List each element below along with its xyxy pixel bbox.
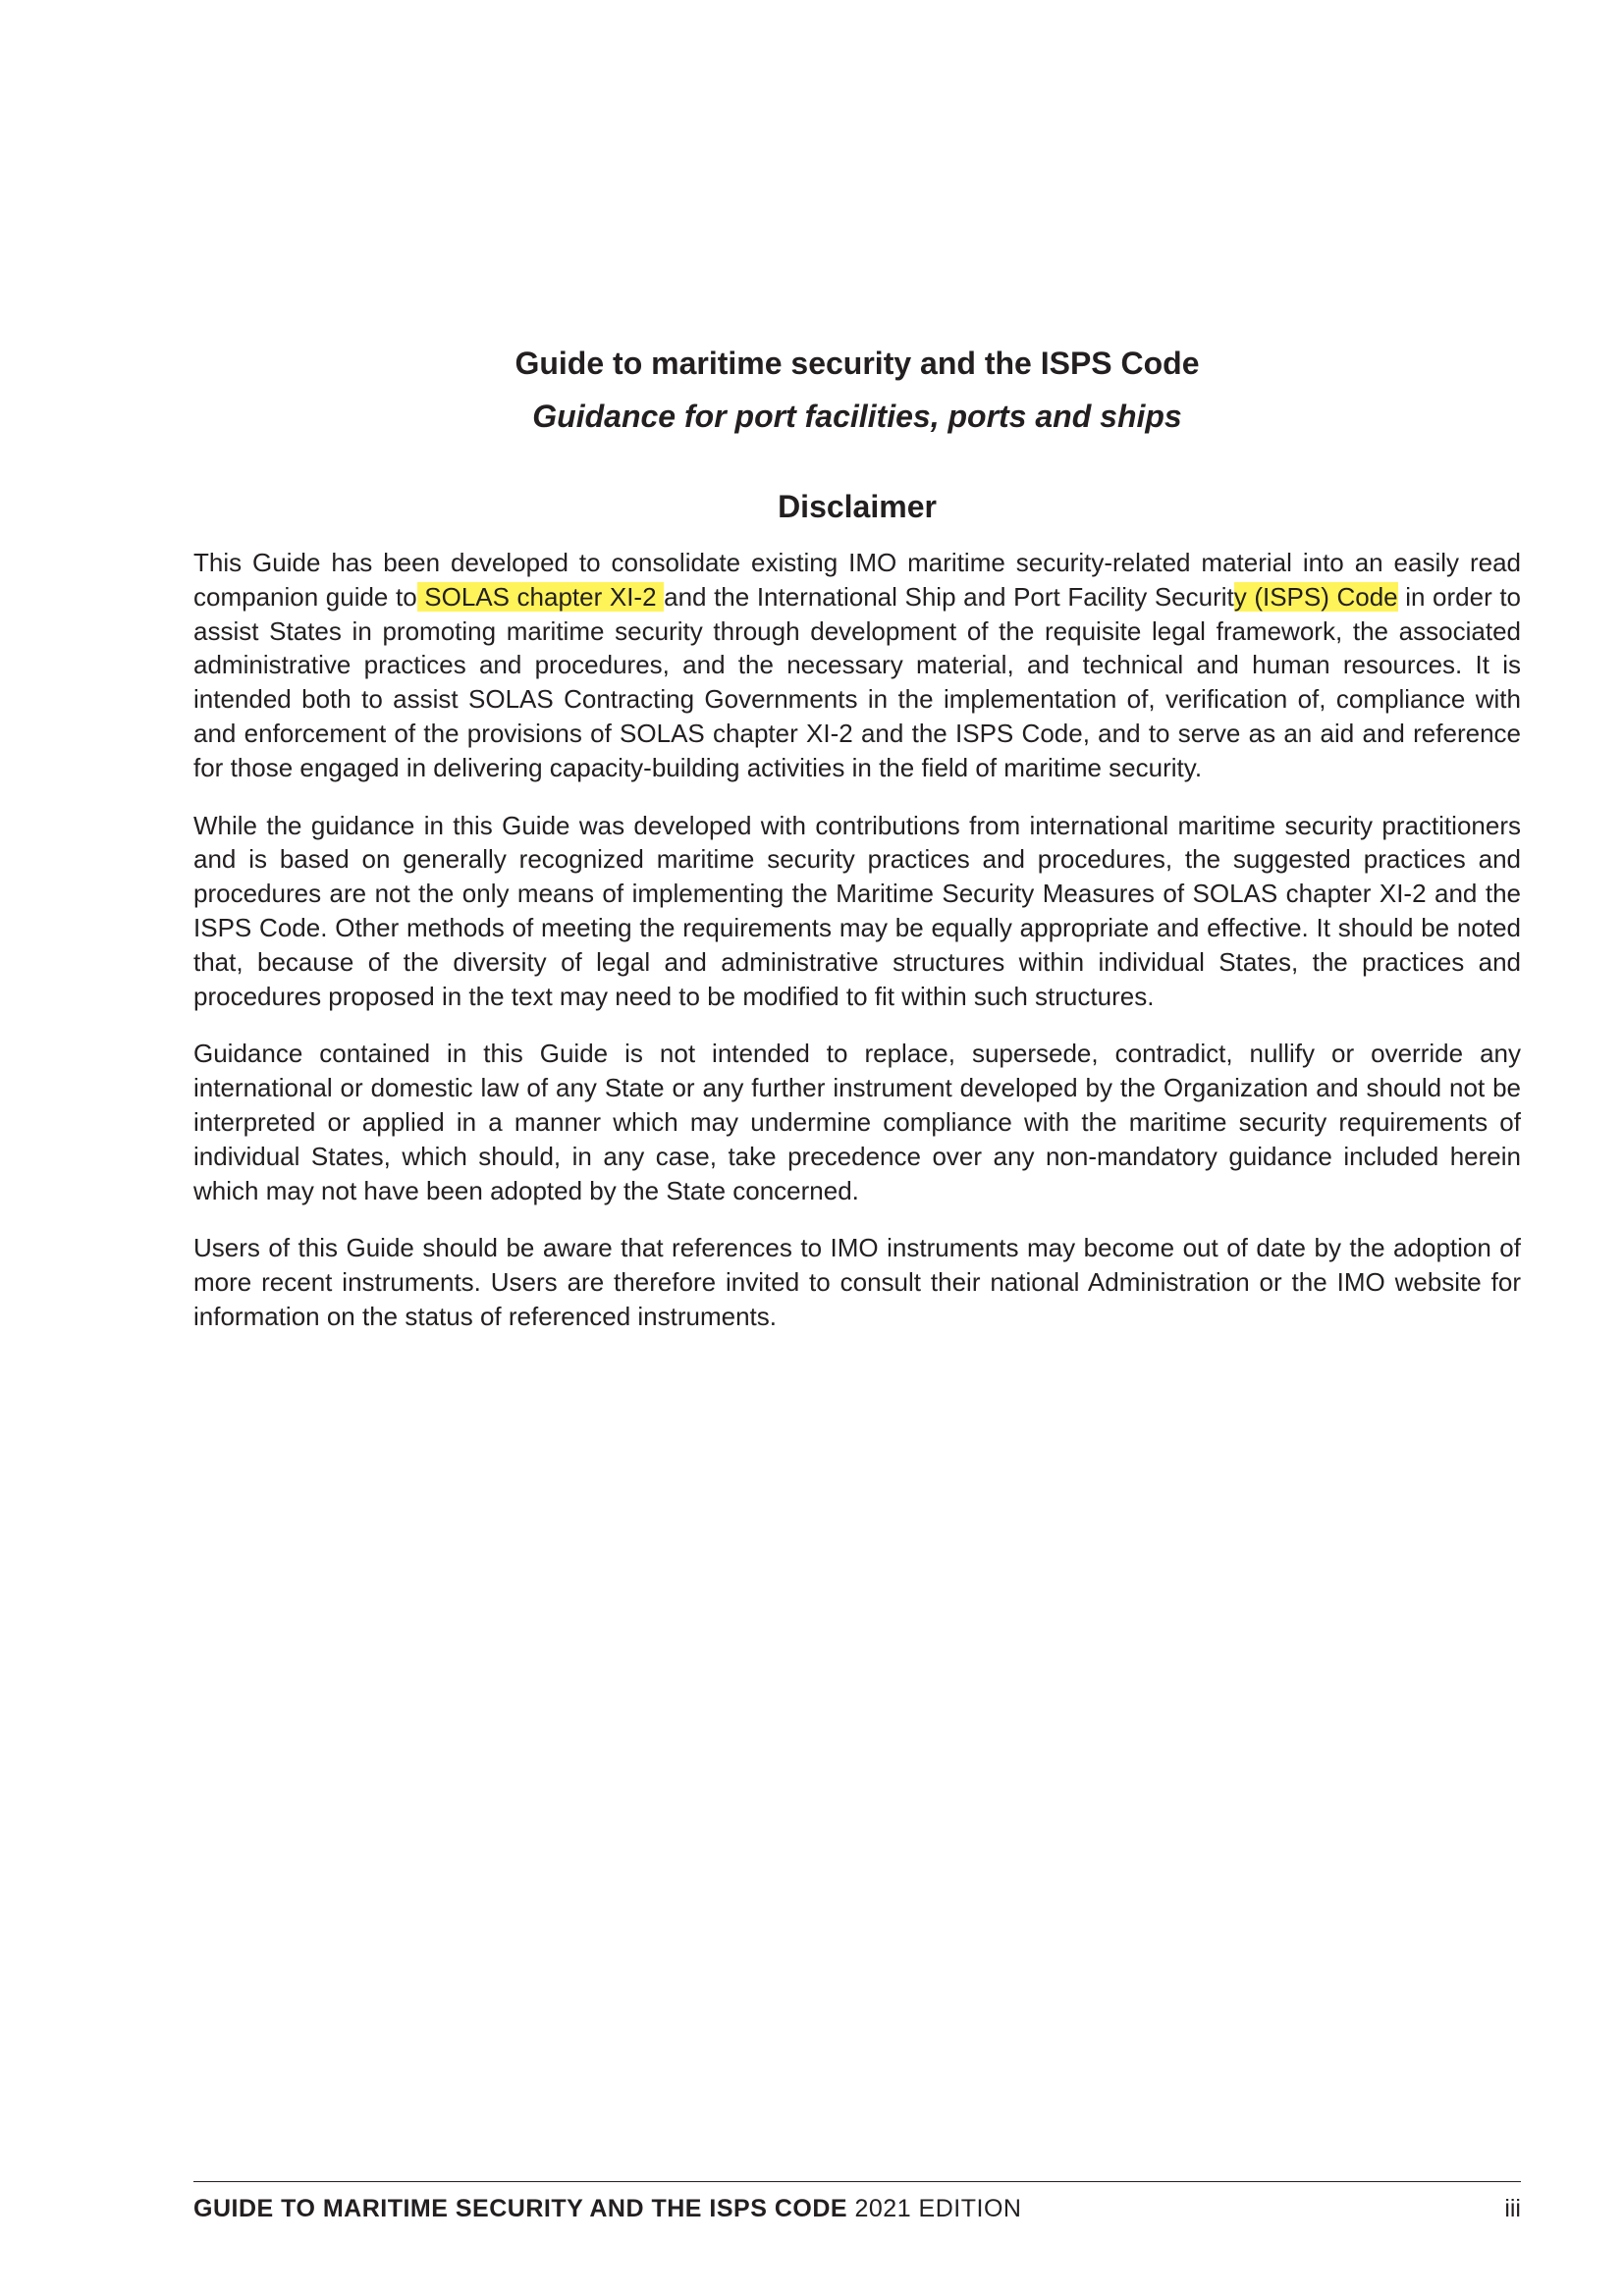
document-subtitle: Guidance for port facilities, ports and ships	[532, 399, 1182, 434]
paragraph-3: Guidance contained in this Guide is not intended to replace, supersede, contradict, nullify or override any international or domestic law of any State or any further instrument developed by the Organization and should not be interpreted or applied in a manner which may undermine compliance with the maritime security requirements of individual States, which should, in any case, take precedence over any non-mandatory guidance included herein which may not have been adopted by the State concerned.	[193, 1039, 1521, 1205]
paragraph-1-text-a: This Guide has been developed to consolidate existing IMO maritime security-related material into an easily read companion guide to	[193, 548, 1521, 612]
page-number: iii	[1504, 2195, 1521, 2222]
highlight-solas-chapter: SOLAS chapter XI-2	[416, 581, 665, 612]
paragraph-1-text-c: in order to assist States in promoting maritime security through development of the requisite legal framework, the associated administrative practices and procedures, and the necessary material, and technical and human resources. It is intended both to assist SOLAS Contracting Governments in the implementation of, verification of, compliance with and enforcement of the provisions of SOLAS chapter XI-2 and the ISPS Code, and to serve as an aid and reference for those engaged in delivering capacity-building activities in the field of maritime security.	[193, 581, 1522, 782]
footer-running-title	[193, 2194, 1021, 2223]
document-title: Guide to maritime security and the ISPS Code	[514, 346, 1200, 381]
paragraph-4: Users of this Guide should be aware that references to IMO instruments may become out of date by the adoption of more recent instruments. Users are therefore invited to consult their national Administration or the IMO website for information on the status of referenced instruments.	[193, 1233, 1521, 1331]
footer-title: GUIDE TO MARITIME SECURITY AND THE ISPS CODE	[193, 2195, 848, 2222]
disclaimer-body	[193, 546, 1521, 1358]
paragraph-1-text-b: and the International Ship and Port Facility Securit	[664, 581, 1234, 612]
section-heading-disclaimer: Disclaimer	[778, 489, 937, 524]
paragraph-1	[193, 546, 1521, 785]
highlight-isps-code: y (ISPS) Code	[1233, 581, 1398, 612]
footer-edition: 2021 EDITION	[847, 2195, 1022, 2222]
paragraph-2: While the guidance in this Guide was developed with contributions from international maritime security practitioners and is based on generally recognized maritime security practices and procedures, the suggested practices and procedures are not the only means of implementing the Maritime Security Measures of SOLAS chapter XI-2 and the ISPS Code. Other methods of meeting the requirements may be equally appropriate and effective. It should be noted that, because of the diversity of legal and administrative structures within individual States, the practices and procedures proposed in the text may need to be modified to fit within such structures.	[193, 810, 1521, 1011]
page-footer	[193, 2181, 1521, 2223]
